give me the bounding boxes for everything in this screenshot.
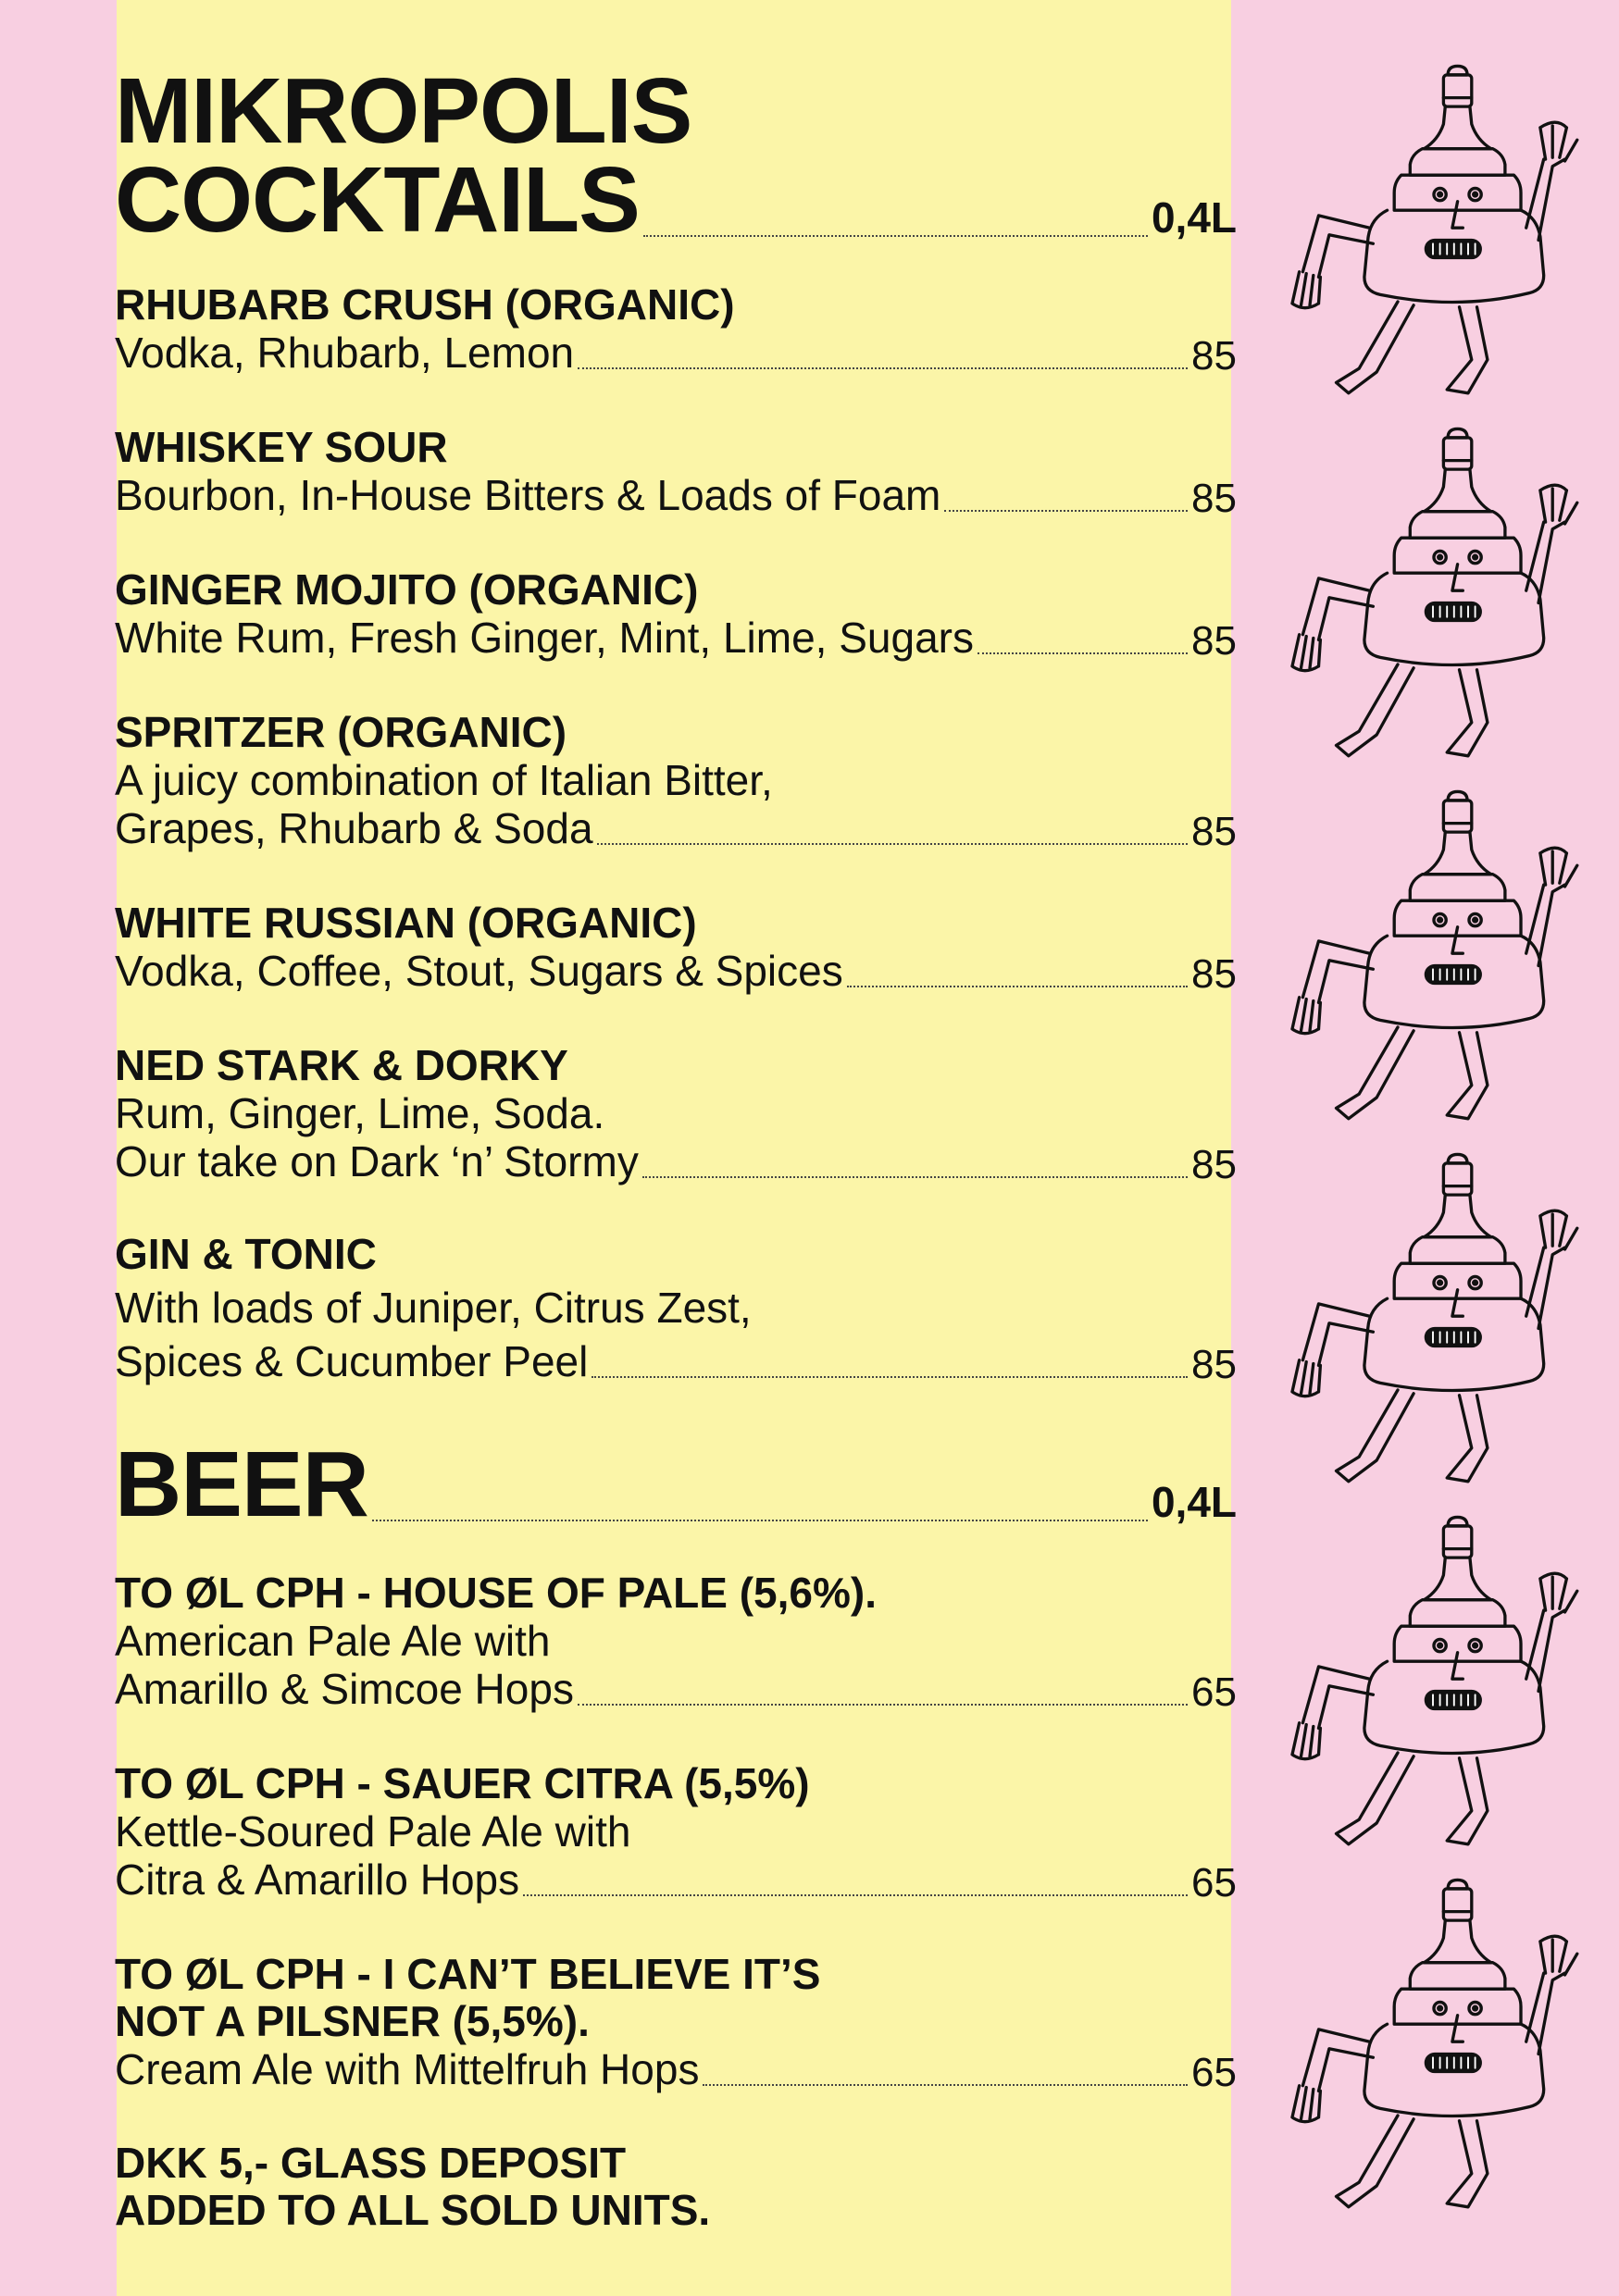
menu-item (115, 709, 1237, 852)
leader-dots (847, 986, 1188, 987)
leader-dots (592, 1376, 1188, 1378)
menu-item (115, 1042, 1237, 1185)
cocktails-title-line1: MIKROPOLIS (115, 59, 692, 163)
cocktails-header (115, 59, 1237, 252)
item-name: TO ØL CPH - HOUSE OF PALE (5,6%). (115, 1569, 877, 1617)
item-price: 65 (1191, 2050, 1237, 2095)
item-name: WHISKEY SOUR (115, 423, 448, 471)
menu-item (115, 566, 1237, 662)
item-description: Citra & Amarillo Hops (115, 1855, 520, 1904)
menu-item (115, 281, 1237, 377)
deposit-line1: DKK 5,- GLASS DEPOSIT (115, 2139, 627, 2187)
bottle-character-icon (1257, 1507, 1609, 1858)
beer-volume: 0,4L (1151, 1478, 1237, 1526)
item-name: GINGER MOJITO (ORGANIC) (115, 565, 699, 614)
leader-dots (578, 367, 1188, 369)
item-description: White Rum, Fresh Ginger, Mint, Lime, Sugars (115, 614, 974, 662)
item-price: 85 (1191, 1142, 1237, 1187)
item-price: 85 (1191, 1342, 1237, 1387)
illustration-column (1257, 56, 1609, 2277)
beer-header (115, 1433, 1237, 1536)
bottle-character-icon (1257, 1144, 1609, 1496)
menu-content (115, 0, 1237, 2296)
cocktails-volume: 0,4L (1151, 193, 1237, 242)
leader-dots (978, 652, 1188, 654)
item-price: 85 (1191, 809, 1237, 854)
item-price: 85 (1191, 476, 1237, 521)
item-price: 85 (1191, 951, 1237, 997)
item-description: With loads of Juniper, Citrus Zest, (115, 1284, 752, 1332)
item-description: Grapes, Rhubarb & Soda (115, 804, 593, 852)
leader-dots (597, 843, 1189, 845)
leader-dots (643, 235, 1148, 237)
cocktails-title-line2: COCKTAILS (115, 148, 640, 252)
deposit-notice (115, 2140, 1237, 2234)
menu-item (115, 900, 1237, 995)
item-description: Spices & Cucumber Peel (115, 1337, 589, 1385)
deposit-line2: ADDED TO ALL SOLD UNITS. (115, 2186, 711, 2234)
leader-dots (523, 1894, 1188, 1896)
menu-item (115, 1570, 1237, 1713)
item-description: Rum, Ginger, Lime, Soda. (115, 1089, 605, 1137)
item-description: Kettle-Soured Pale Ale with (115, 1807, 631, 1855)
item-description: Bourbon, In-House Bitters & Loads of Foam (115, 471, 941, 519)
beer-title: BEER (115, 1433, 368, 1536)
bottle-character-icon (1257, 1869, 1609, 2221)
menu-item (115, 1951, 1237, 2093)
item-description: Vodka, Coffee, Stout, Sugars & Spices (115, 947, 843, 995)
item-name: GIN & TONIC (115, 1230, 377, 1278)
item-description: A juicy combination of Italian Bitter, (115, 756, 773, 804)
item-price: 85 (1191, 618, 1237, 664)
item-name: TO ØL CPH - I CAN’T BELIEVE IT’S (115, 1950, 821, 1998)
bottle-character-icon (1257, 418, 1609, 770)
item-name: NED STARK & DORKY (115, 1041, 568, 1089)
item-description: Vodka, Rhubarb, Lemon (115, 329, 575, 377)
item-name: TO ØL CPH - SAUER CITRA (5,5%) (115, 1759, 810, 1807)
menu-item (115, 1231, 1237, 1385)
item-description: Our take on Dark ‘n’ Stormy (115, 1137, 639, 1185)
item-price: 65 (1191, 1860, 1237, 1905)
item-name: NOT A PILSNER (5,5%). (115, 1997, 590, 2045)
item-name: RHUBARB CRUSH (ORGANIC) (115, 280, 735, 329)
leader-dots (578, 1704, 1188, 1706)
menu-item (115, 1760, 1237, 1904)
item-description: Cream Ale with Mittelfruh Hops (115, 2045, 700, 2093)
leader-dots (703, 2084, 1188, 2086)
item-description: American Pale Ale with (115, 1617, 551, 1665)
bottle-character-icon (1257, 56, 1609, 407)
leader-dots (372, 1520, 1148, 1521)
leader-dots (944, 510, 1188, 512)
item-name: SPRITZER (ORGANIC) (115, 708, 567, 756)
item-price: 65 (1191, 1669, 1237, 1715)
leader-dots (642, 1176, 1188, 1178)
item-description: Amarillo & Simcoe Hops (115, 1665, 574, 1713)
item-name: WHITE RUSSIAN (ORGANIC) (115, 899, 697, 947)
item-price: 85 (1191, 333, 1237, 379)
bottle-character-icon (1257, 781, 1609, 1133)
menu-item (115, 424, 1237, 519)
